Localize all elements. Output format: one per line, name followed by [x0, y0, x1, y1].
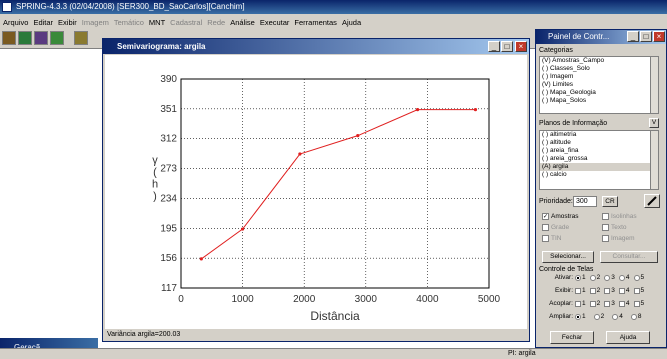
menu-bar	[0, 15, 535, 29]
control-panel-title: Painel de Contr...	[536, 30, 666, 44]
menu-mnt[interactable]: MNT	[148, 17, 166, 27]
list-item[interactable]: ( ) Mapa_Solos	[542, 97, 587, 104]
planes-list[interactable]	[539, 130, 659, 190]
categories-scrollbar[interactable]	[650, 57, 658, 113]
checkbox-imagem[interactable]	[602, 235, 634, 242]
planes-toggle-button[interactable]: V	[649, 118, 659, 128]
pencil-icon[interactable]	[644, 194, 660, 208]
checkbox-label: Texto	[611, 224, 627, 231]
variance-label: Variância argila=200.03	[107, 331, 181, 338]
checkbox-label: Amostras	[551, 213, 579, 220]
menu-executar[interactable]: Executar	[259, 17, 290, 27]
layers-icon[interactable]	[34, 31, 48, 45]
project-icon[interactable]	[18, 31, 32, 45]
checkbox-label: Isolinhas	[611, 213, 637, 220]
list-item[interactable]: (V) Amostras_Campo	[542, 57, 605, 64]
semivariogram-window	[102, 38, 530, 342]
screen-option-5[interactable]: 5	[634, 274, 645, 281]
screen-control-group	[539, 274, 665, 326]
draw-icon[interactable]	[50, 31, 64, 45]
screen-option-3[interactable]: 3	[604, 300, 615, 307]
checkbox-isolinhas[interactable]	[602, 213, 637, 220]
plot-area	[105, 55, 527, 329]
list-item[interactable]: ( ) areia_grossa	[542, 155, 588, 162]
planes-scrollbar[interactable]	[650, 131, 658, 189]
screen-option-4[interactable]: 4	[619, 300, 630, 307]
data-point	[241, 227, 244, 230]
plot-frame	[181, 79, 489, 288]
x-tick-label: 3000	[354, 294, 377, 305]
select-button[interactable]: Selecionar...	[542, 251, 594, 263]
close-button[interactable]: ×	[515, 41, 527, 52]
consult-button[interactable]: Consultar...	[600, 251, 658, 263]
y-tick-label: 156	[160, 253, 177, 265]
control-panel	[535, 29, 667, 348]
data-point	[474, 108, 477, 111]
screen-row-label: Ativar:	[554, 274, 573, 281]
screen-row-label: Acoplar:	[549, 300, 573, 307]
database-icon[interactable]	[2, 31, 16, 45]
menu-an-lise[interactable]: Análise	[230, 17, 255, 27]
menu-ajuda[interactable]: Ajuda	[341, 17, 362, 27]
screen-row-exibir	[539, 287, 648, 294]
app-title-bar	[0, 0, 667, 14]
checkbox-label: TIN	[551, 235, 562, 242]
menu-editar[interactable]: Editar	[33, 17, 54, 27]
screen-option-5[interactable]: 5	[634, 287, 645, 294]
y-tick-label: 312	[160, 133, 177, 145]
screen-option-3[interactable]: 3	[604, 274, 615, 281]
screen-control-label: Controle de Telas	[539, 266, 594, 273]
checkbox-label: Imagem	[611, 235, 635, 242]
x-tick-label: 1000	[231, 294, 254, 305]
minimize-button[interactable]: _	[488, 41, 500, 52]
menu-rede[interactable]: Rede	[207, 17, 226, 27]
screen-row-ampliar	[539, 313, 650, 320]
panel-close-button[interactable]: ×	[653, 31, 665, 42]
screen-option-3[interactable]: 3	[604, 287, 615, 294]
zoom-option-1[interactable]: 1	[575, 313, 586, 320]
menu-imagem[interactable]: Imagem	[81, 17, 109, 27]
screen-option-2[interactable]: 2	[590, 300, 601, 307]
help-button[interactable]: Ajuda	[606, 331, 650, 344]
screen-option-2[interactable]: 2	[590, 287, 601, 294]
panel-minimize-button[interactable]: _	[627, 31, 639, 42]
priority-label: Prioridade:	[539, 198, 573, 205]
list-item[interactable]: (V) Limites	[542, 81, 574, 88]
menu-cadastral[interactable]: Cadastral	[170, 17, 203, 27]
screen-option-1[interactable]: 1	[575, 274, 586, 281]
zoom-option-2[interactable]: 2	[594, 313, 605, 320]
x-tick-label: 2000	[293, 294, 316, 305]
menu-arquivo[interactable]: Arquivo	[3, 17, 29, 27]
screen-option-5[interactable]: 5	[634, 300, 645, 307]
data-point	[200, 257, 203, 260]
x-tick-label: 5000	[477, 294, 501, 305]
y-tick-label: 117	[161, 283, 177, 294]
y-tick-label: 351	[160, 103, 177, 115]
app-icon	[2, 2, 12, 12]
data-point	[416, 108, 419, 111]
zoom-option-8[interactable]: 8	[631, 313, 642, 320]
list-item[interactable]: ( ) altitude	[542, 139, 571, 146]
zoom-option-4[interactable]: 4	[612, 313, 623, 320]
y-axis-label: γ ( h )	[151, 154, 159, 203]
close-panel-button[interactable]: Fechar	[550, 331, 594, 344]
y-tick-label: 390	[160, 74, 177, 85]
semivariogram-chart	[105, 55, 527, 329]
menu-ferramentas[interactable]: Ferramentas	[294, 17, 337, 27]
display-checkboxes	[542, 213, 662, 245]
list-item[interactable]: ( ) calcio	[542, 171, 567, 178]
cr-button[interactable]: CR	[602, 196, 618, 207]
categories-label: Categorias	[539, 47, 573, 54]
y-tick-label: 195	[160, 223, 177, 235]
list-item[interactable]: ( ) areia_fina	[542, 147, 579, 154]
image-icon[interactable]	[74, 31, 88, 45]
panel-maximize-button[interactable]: □	[640, 31, 652, 42]
x-tick-label: 4000	[416, 294, 439, 305]
checkbox-amostras[interactable]: ✓ Amostras	[543, 213, 579, 220]
checkbox-texto[interactable]	[602, 224, 627, 231]
status-pi: PI: argila	[508, 350, 536, 357]
screen-row-acoplar	[539, 300, 648, 307]
planes-label: Planos de Informação	[539, 120, 608, 127]
x-axis-label: Distância	[310, 309, 360, 323]
checkbox-tin[interactable]	[542, 235, 561, 242]
x-tick-label: 0	[178, 294, 184, 305]
y-tick-label: 273	[160, 163, 177, 175]
data-point	[298, 152, 301, 155]
categories-list[interactable]	[539, 56, 659, 114]
list-item[interactable]: ( ) Classes_Solo	[542, 65, 590, 72]
list-item[interactable]: ( ) altimetria	[542, 131, 577, 138]
app-title: SPRING-4.3.3 (02/04/2008) [SER300_BD_SaoCarlos][Canchim]	[16, 2, 245, 11]
semivariogram-title: Semivariograma: argila	[103, 39, 529, 54]
screen-row-label: Ampliar:	[549, 313, 573, 320]
priority-input[interactable]: 300	[573, 196, 597, 207]
checkbox-grade[interactable]	[542, 224, 569, 231]
screen-row-label: Exibir:	[554, 287, 573, 294]
checkbox-label: Grade	[551, 224, 570, 231]
list-item[interactable]: ( ) Imagem	[542, 73, 574, 80]
screen-option-1[interactable]: 1	[575, 287, 586, 294]
data-point	[356, 134, 359, 137]
list-item[interactable]: (A) argila	[540, 163, 658, 171]
screen-option-2[interactable]: 2	[590, 274, 601, 281]
maximize-button[interactable]: □	[501, 41, 513, 52]
screen-option-1[interactable]: 1	[575, 300, 586, 307]
menu-exibir[interactable]: Exibir	[58, 17, 77, 27]
screen-option-4[interactable]: 4	[619, 287, 630, 294]
y-tick-label: 234	[160, 193, 177, 205]
list-item[interactable]: ( ) Mapa_Geologia	[542, 89, 596, 96]
status-bar	[0, 348, 667, 358]
screen-row-ativar	[539, 274, 648, 281]
screen-option-4[interactable]: 4	[619, 274, 630, 281]
menu-tem-tico[interactable]: Temático	[113, 17, 144, 27]
